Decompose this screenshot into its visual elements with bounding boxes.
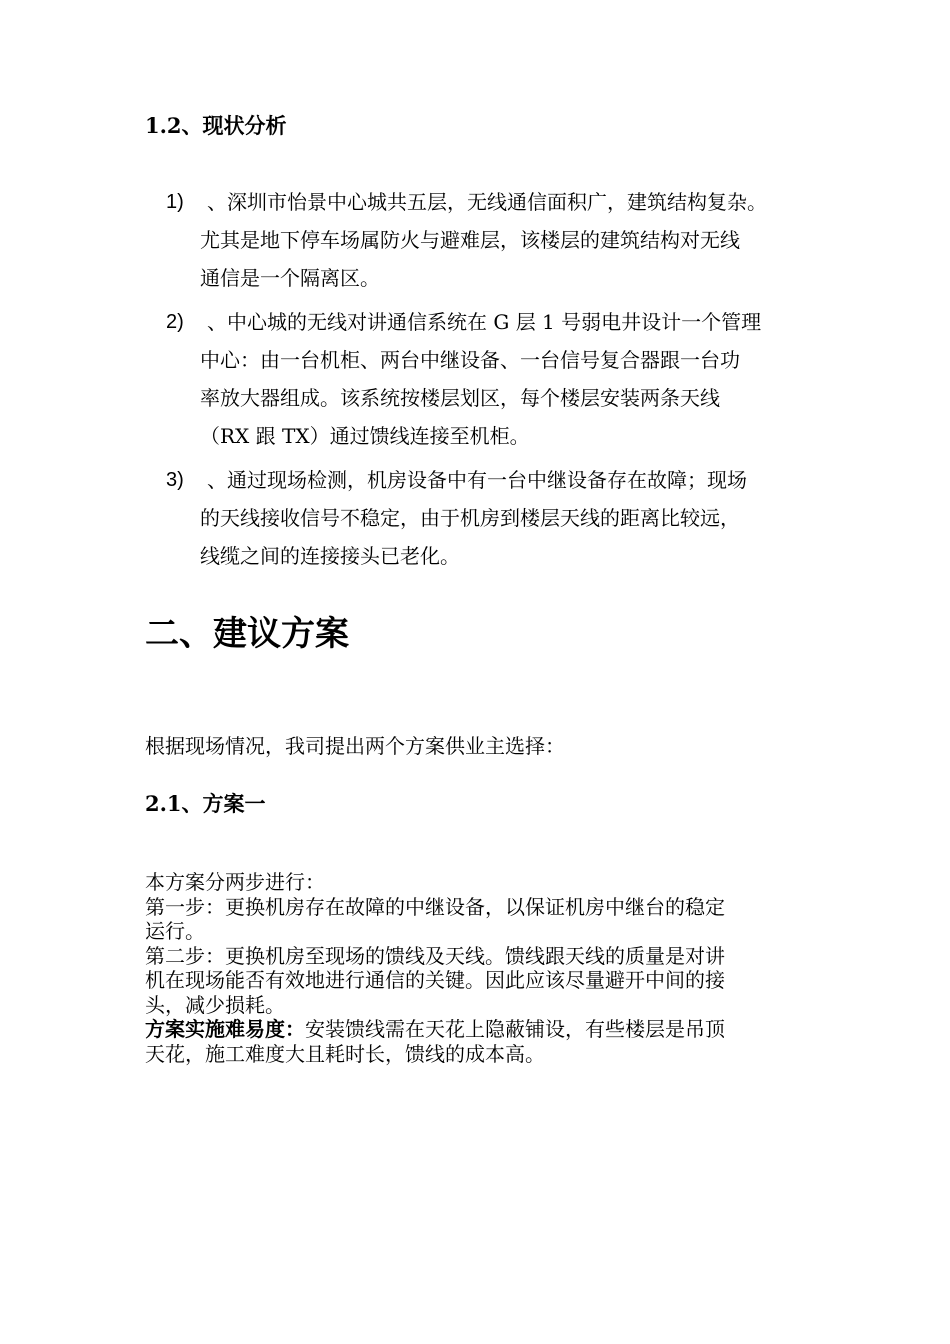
list-line: 中心：由一台机柜、两台中继设备、一台信号复合器跟一台功 xyxy=(200,348,740,372)
chapter-heading-2: 二、建议方案 xyxy=(145,614,349,654)
difficulty-text: 安装馈线需在天花上隐蔽铺设，有些楼层是吊顶 xyxy=(305,1017,725,1041)
list-item xyxy=(166,183,816,297)
body-line: 头，减少损耗。 xyxy=(145,992,285,1017)
body-line: 本方案分两步进行： xyxy=(145,870,325,894)
difficulty-line: 天花，施工难度大且耗时长，馈线的成本高。 xyxy=(145,1041,545,1066)
difficulty-line xyxy=(145,1017,815,1042)
list-line: 率放大器组成。该系统按楼层划区，每个楼层安装两条天线 xyxy=(200,386,720,410)
section-heading-1-2: 1.2、现状分析 xyxy=(145,113,287,138)
list-number: 3) xyxy=(166,469,184,491)
body-line: 运行。 xyxy=(145,919,205,943)
list-line: 通信是一个隔离区。 xyxy=(200,266,380,290)
list-line: 、深圳市怡景中心城共五层，无线通信面积广，建筑结构复杂。 xyxy=(207,190,767,214)
body-line: 机在现场能否有效地进行通信的关键。因此应该尽量避开中间的接 xyxy=(145,968,725,992)
difficulty-label: 方案实施难易度： xyxy=(145,1017,305,1041)
plan-one-body xyxy=(145,870,815,1066)
list-line: 线缆之间的连接接头已老化。 xyxy=(200,544,460,568)
body-line: 第一步：更换机房存在故障的中继设备，以保证机房中继台的稳定 xyxy=(145,894,725,919)
list-item xyxy=(166,303,816,455)
list-line: 的天线接收信号不稳定，由于机房到楼层天线的距离比较远， xyxy=(200,506,740,530)
list-line: 、中心城的无线对讲通信系统在 G 层 1 号弱电井设计一个管理 xyxy=(207,310,762,334)
list-line: 尤其是地下停车场属防火与避难层，该楼层的建筑结构对无线 xyxy=(200,228,740,252)
body-line: 第二步：更换机房至现场的馈线及天线。馈线跟天线的质量是对讲 xyxy=(145,943,725,968)
list-number: 2) xyxy=(166,311,184,333)
list-line: 、通过现场检测，机房设备中有一台中继设备存在故障；现场 xyxy=(207,468,747,492)
chapter-intro: 根据现场情况，我司提出两个方案供业主选择： xyxy=(145,734,565,758)
list-item xyxy=(166,461,816,575)
list-number: 1) xyxy=(166,191,184,213)
list-line: （RX 跟 TX）通过馈线连接至机柜。 xyxy=(200,424,530,448)
section-heading-2-1: 2.1、方案一 xyxy=(145,791,266,816)
